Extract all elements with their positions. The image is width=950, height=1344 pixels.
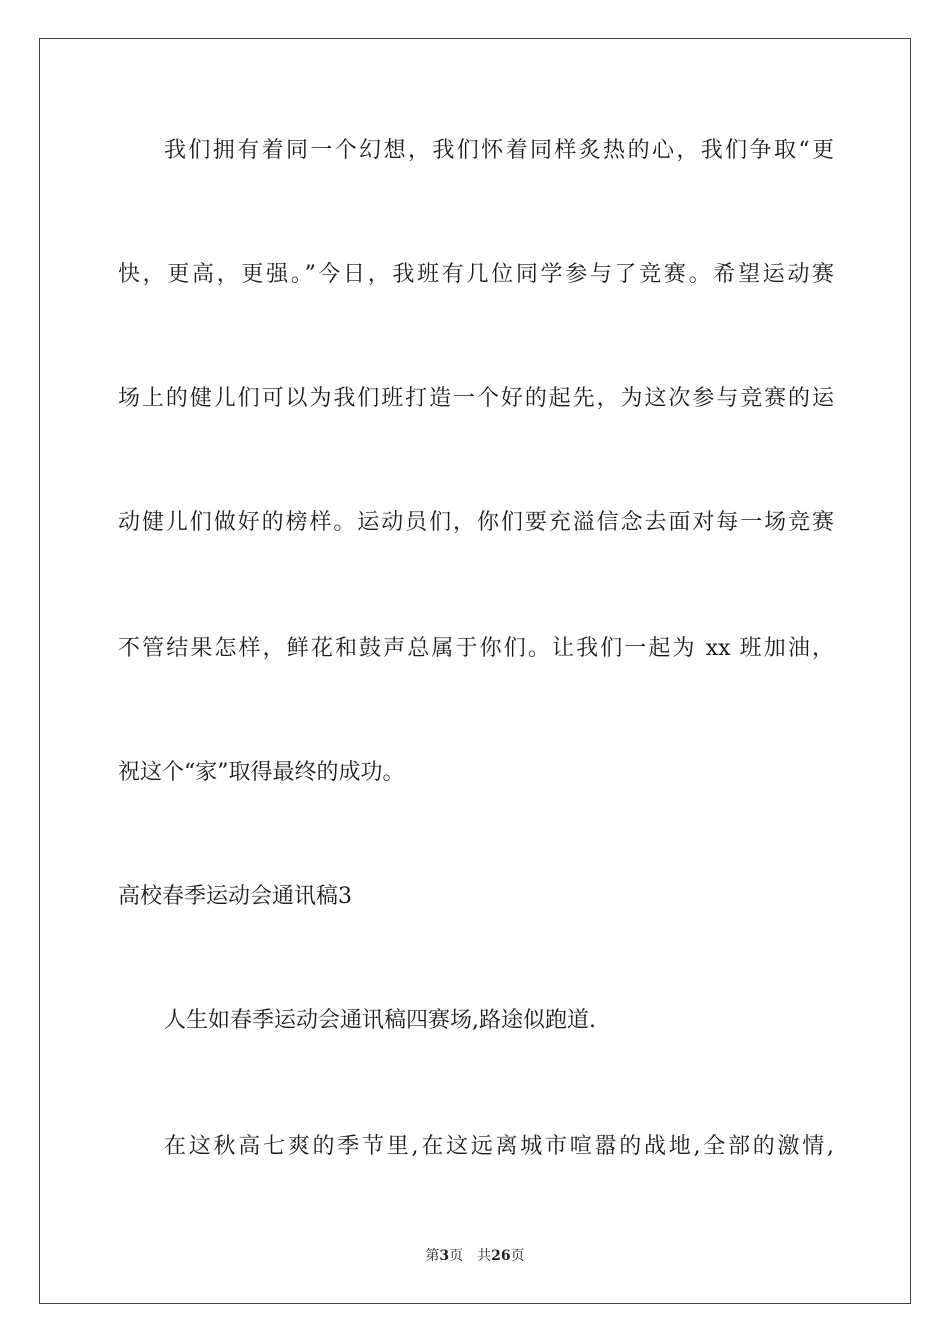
section-heading: 高校春季运动会通讯稿3: [118, 884, 352, 909]
paragraph-line-5: 不管结果怎样，鲜花和鼓声总属于你们。让我们一起为 xx 班加油，: [118, 636, 834, 661]
paragraph-line-2: 快，更高，更强。”今日，我班有几位同学参与了竞赛。希望运动赛: [118, 262, 834, 287]
paragraph-line-4: 动健儿们做好的榜样。运动员们，你们要充溢信念去面对每一场竞赛: [118, 510, 834, 535]
paragraph-line-1: 我们拥有着同一个幻想，我们怀着同样炙热的心，我们争取“更: [164, 138, 834, 163]
footer-page-prefix: 第: [425, 1248, 440, 1264]
footer-total-suffix: 页: [510, 1248, 525, 1264]
paragraph-line-3: 场上的健儿们可以为我们班打造一个好的起先，为这次参与竞赛的运: [118, 386, 834, 411]
paragraph-line-7: 人生如春季运动会通讯稿四赛场,路途似跑道.: [164, 1008, 596, 1033]
paragraph-line-8: 在这秋高七爽的季节里,在这远离城市喧嚣的战地,全部的激情,: [164, 1134, 834, 1159]
footer-total-number: 26: [491, 1248, 511, 1264]
page-border: [39, 38, 911, 1304]
footer-page-suffix: 页: [449, 1248, 464, 1264]
paragraph-line-6: 祝这个“家”取得最终的成功。: [118, 760, 405, 785]
page-footer: [0, 1246, 950, 1266]
footer-page-number: 3: [439, 1248, 450, 1264]
footer-total-prefix: 共: [477, 1248, 492, 1264]
